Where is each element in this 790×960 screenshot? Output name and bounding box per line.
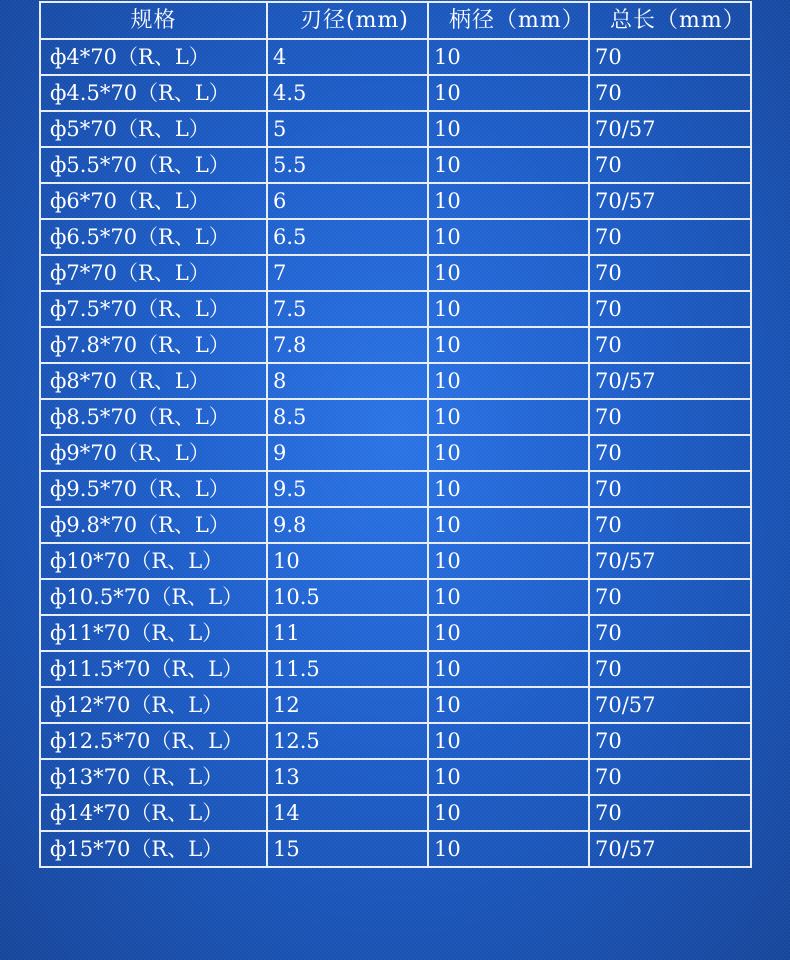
table-row bbox=[40, 759, 751, 795]
cell-shank-diameter: 10 bbox=[428, 579, 589, 615]
cell-spec: ф8.5*70（R、L） bbox=[40, 399, 267, 435]
cell-shank-diameter: 10 bbox=[428, 687, 589, 723]
cell-shank-diameter: 10 bbox=[428, 831, 589, 867]
table-header-row bbox=[40, 2, 751, 39]
cell-blade-diameter: 10 bbox=[267, 543, 428, 579]
cell-total-length: 70 bbox=[589, 723, 751, 759]
cell-shank-diameter: 10 bbox=[428, 255, 589, 291]
table-row bbox=[40, 183, 751, 219]
cell-total-length: 70 bbox=[589, 327, 751, 363]
cell-spec: ф10*70（R、L） bbox=[40, 543, 267, 579]
cell-spec: ф12.5*70（R、L） bbox=[40, 723, 267, 759]
table-row bbox=[40, 399, 751, 435]
cell-spec: ф13*70（R、L） bbox=[40, 759, 267, 795]
cell-total-length: 70/57 bbox=[589, 183, 751, 219]
table-row bbox=[40, 75, 751, 111]
cell-blade-diameter: 10.5 bbox=[267, 579, 428, 615]
table-row bbox=[40, 723, 751, 759]
cell-total-length: 70 bbox=[589, 39, 751, 75]
cell-total-length: 70 bbox=[589, 471, 751, 507]
cell-total-length: 70/57 bbox=[589, 543, 751, 579]
table-row bbox=[40, 435, 751, 471]
cell-total-length: 70 bbox=[589, 399, 751, 435]
cell-spec: ф9*70（R、L） bbox=[40, 435, 267, 471]
cell-blade-diameter: 9.5 bbox=[267, 471, 428, 507]
cell-blade-diameter: 6 bbox=[267, 183, 428, 219]
cell-shank-diameter: 10 bbox=[428, 759, 589, 795]
table-row bbox=[40, 687, 751, 723]
cell-total-length: 70 bbox=[589, 291, 751, 327]
cell-total-length: 70 bbox=[589, 579, 751, 615]
table-row bbox=[40, 543, 751, 579]
cell-shank-diameter: 10 bbox=[428, 795, 589, 831]
table-row bbox=[40, 615, 751, 651]
cell-blade-diameter: 4.5 bbox=[267, 75, 428, 111]
cell-total-length: 70 bbox=[589, 147, 751, 183]
cell-spec: ф7*70（R、L） bbox=[40, 255, 267, 291]
cell-shank-diameter: 10 bbox=[428, 363, 589, 399]
cell-shank-diameter: 10 bbox=[428, 183, 589, 219]
cell-shank-diameter: 10 bbox=[428, 471, 589, 507]
cell-total-length: 70 bbox=[589, 255, 751, 291]
cell-spec: ф9.8*70（R、L） bbox=[40, 507, 267, 543]
table-row bbox=[40, 831, 751, 867]
cell-spec: ф6.5*70（R、L） bbox=[40, 219, 267, 255]
cell-spec: ф4.5*70（R、L） bbox=[40, 75, 267, 111]
cell-shank-diameter: 10 bbox=[428, 723, 589, 759]
cell-spec: ф7.8*70（R、L） bbox=[40, 327, 267, 363]
cell-spec: ф11*70（R、L） bbox=[40, 615, 267, 651]
table-row bbox=[40, 795, 751, 831]
cell-blade-diameter: 12.5 bbox=[267, 723, 428, 759]
cell-spec: ф5.5*70（R、L） bbox=[40, 147, 267, 183]
cell-total-length: 70/57 bbox=[589, 363, 751, 399]
table-row bbox=[40, 363, 751, 399]
table-row bbox=[40, 651, 751, 687]
cell-blade-diameter: 7 bbox=[267, 255, 428, 291]
cell-blade-diameter: 7.5 bbox=[267, 291, 428, 327]
cell-shank-diameter: 10 bbox=[428, 543, 589, 579]
table-row bbox=[40, 219, 751, 255]
cell-spec: ф7.5*70（R、L） bbox=[40, 291, 267, 327]
cell-blade-diameter: 12 bbox=[267, 687, 428, 723]
cell-spec: ф6*70（R、L） bbox=[40, 183, 267, 219]
table-body bbox=[40, 39, 751, 867]
table-row bbox=[40, 579, 751, 615]
table-row bbox=[40, 327, 751, 363]
cell-spec: ф4*70（R、L） bbox=[40, 39, 267, 75]
table-row bbox=[40, 147, 751, 183]
cell-shank-diameter: 10 bbox=[428, 615, 589, 651]
cell-shank-diameter: 10 bbox=[428, 291, 589, 327]
cell-blade-diameter: 8 bbox=[267, 363, 428, 399]
table-row bbox=[40, 471, 751, 507]
spec-table bbox=[39, 1, 752, 868]
cell-spec: ф15*70（R、L） bbox=[40, 831, 267, 867]
header-shank-diameter: 柄径（mm） bbox=[428, 2, 589, 39]
cell-total-length: 70 bbox=[589, 795, 751, 831]
cell-blade-diameter: 14 bbox=[267, 795, 428, 831]
cell-total-length: 70 bbox=[589, 75, 751, 111]
cell-total-length: 70/57 bbox=[589, 687, 751, 723]
cell-spec: ф12*70（R、L） bbox=[40, 687, 267, 723]
cell-shank-diameter: 10 bbox=[428, 435, 589, 471]
table-row bbox=[40, 39, 751, 75]
cell-blade-diameter: 11 bbox=[267, 615, 428, 651]
cell-blade-diameter: 11.5 bbox=[267, 651, 428, 687]
cell-total-length: 70/57 bbox=[589, 111, 751, 147]
cell-total-length: 70 bbox=[589, 651, 751, 687]
cell-spec: ф11.5*70（R、L） bbox=[40, 651, 267, 687]
cell-shank-diameter: 10 bbox=[428, 39, 589, 75]
cell-total-length: 70 bbox=[589, 219, 751, 255]
cell-shank-diameter: 10 bbox=[428, 327, 589, 363]
cell-spec: ф10.5*70（R、L） bbox=[40, 579, 267, 615]
header-blade-diameter: 刃径(mm) bbox=[267, 2, 428, 39]
cell-shank-diameter: 10 bbox=[428, 147, 589, 183]
cell-blade-diameter: 5.5 bbox=[267, 147, 428, 183]
cell-blade-diameter: 4 bbox=[267, 39, 428, 75]
cell-shank-diameter: 10 bbox=[428, 219, 589, 255]
cell-blade-diameter: 6.5 bbox=[267, 219, 428, 255]
cell-spec: ф9.5*70（R、L） bbox=[40, 471, 267, 507]
table-row bbox=[40, 255, 751, 291]
cell-spec: ф14*70（R、L） bbox=[40, 795, 267, 831]
cell-total-length: 70 bbox=[589, 759, 751, 795]
cell-shank-diameter: 10 bbox=[428, 75, 589, 111]
cell-shank-diameter: 10 bbox=[428, 111, 589, 147]
cell-shank-diameter: 10 bbox=[428, 651, 589, 687]
table-row bbox=[40, 507, 751, 543]
cell-blade-diameter: 15 bbox=[267, 831, 428, 867]
cell-blade-diameter: 13 bbox=[267, 759, 428, 795]
header-total-length: 总长（mm） bbox=[589, 2, 751, 39]
cell-spec: ф8*70（R、L） bbox=[40, 363, 267, 399]
cell-total-length: 70/57 bbox=[589, 831, 751, 867]
cell-total-length: 70 bbox=[589, 615, 751, 651]
cell-blade-diameter: 9 bbox=[267, 435, 428, 471]
cell-total-length: 70 bbox=[589, 435, 751, 471]
cell-shank-diameter: 10 bbox=[428, 399, 589, 435]
table-row bbox=[40, 291, 751, 327]
table-row bbox=[40, 111, 751, 147]
cell-blade-diameter: 8.5 bbox=[267, 399, 428, 435]
cell-shank-diameter: 10 bbox=[428, 507, 589, 543]
cell-total-length: 70 bbox=[589, 507, 751, 543]
cell-blade-diameter: 9.8 bbox=[267, 507, 428, 543]
header-spec: 规格 bbox=[40, 2, 267, 39]
cell-blade-diameter: 5 bbox=[267, 111, 428, 147]
cell-spec: ф5*70（R、L） bbox=[40, 111, 267, 147]
cell-blade-diameter: 7.8 bbox=[267, 327, 428, 363]
